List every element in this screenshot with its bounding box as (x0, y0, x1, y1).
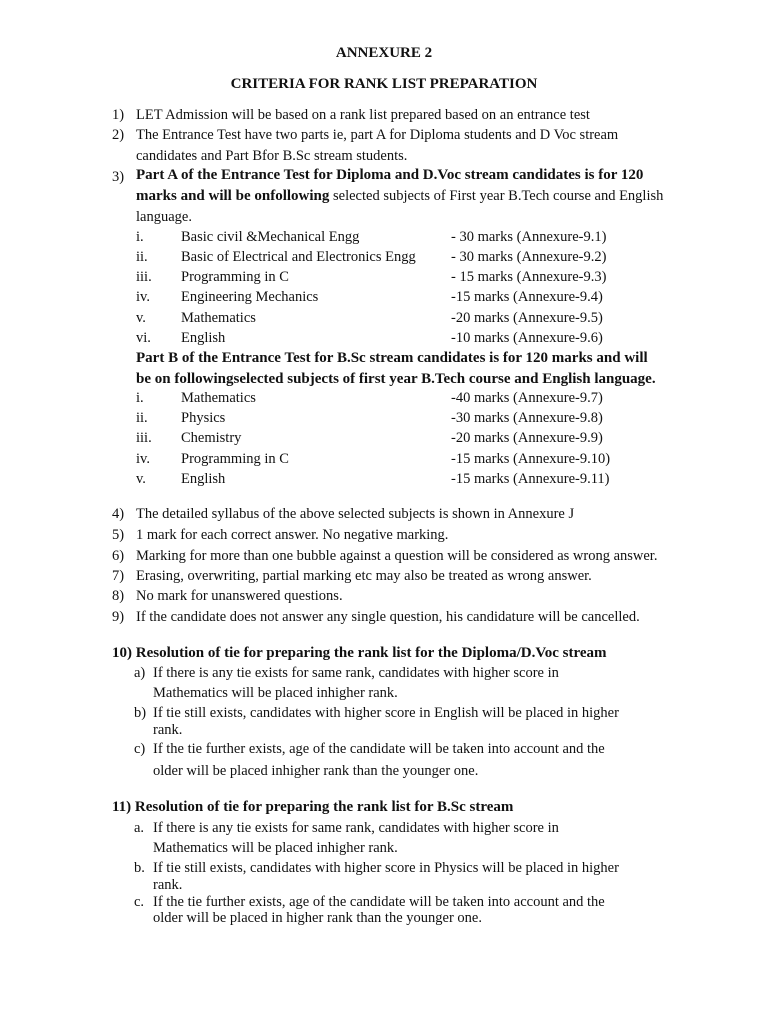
tie-bsc-heading: 11) Resolution of tie for preparing the rank list for B.Sc stream (112, 799, 514, 815)
part-b-line-2: be on followingselected subjects of first year B.Tech course and English language. (136, 371, 656, 387)
subject-numeral: vi. (136, 330, 151, 346)
point-4-number: 4) (112, 506, 125, 522)
subject-marks: - 30 marks (Annexure-9.1) (451, 229, 607, 245)
subject-name: English (181, 330, 226, 346)
subject-name: Basic of Electrical and Electronics Engg (181, 249, 416, 265)
tie-diploma-c-line-2: older will be placed inhigher rank than the younger one. (153, 763, 479, 779)
subject-numeral: v. (136, 471, 146, 487)
annexure-heading: ANNEXURE 2 (335, 45, 433, 61)
tie-diploma-a-marker: a) (134, 665, 146, 681)
point-5-text: 1 mark for each correct answer. No negative marking. (136, 527, 449, 543)
subject-name: Basic civil &Mechanical Engg (181, 229, 360, 245)
subject-marks: -20 marks (Annexure-9.5) (451, 310, 603, 326)
tie-diploma-a-line-2: Mathematics will be placed inhigher rank. (153, 685, 398, 701)
tie-bsc-c-line-2: older will be placed in higher rank than the younger one. (153, 910, 482, 926)
point-8-number: 8) (112, 588, 125, 604)
subject-numeral: ii. (136, 410, 148, 426)
tie-diploma-b-marker: b) (134, 705, 147, 721)
subject-marks: -40 marks (Annexure-9.7) (451, 390, 603, 406)
tie-diploma-heading: 10) Resolution of tie for preparing the rank list for the Diploma/D.Voc stream (112, 645, 607, 661)
part-a-subject-row (0, 309, 768, 329)
point-1-number: 1) (112, 107, 125, 123)
point-9-number: 9) (112, 609, 125, 625)
point-3-number: 3) (112, 169, 125, 185)
part-a-subject-row (0, 288, 768, 308)
subject-numeral: iii. (136, 269, 152, 285)
subject-name: Mathematics (181, 310, 256, 326)
tie-bsc-b-marker: b. (134, 860, 145, 876)
point-2-line-2: candidates and Part Bfor B.Sc stream students. (136, 148, 408, 164)
document-title: CRITERIA FOR RANK LIST PREPARATION (230, 76, 538, 92)
part-a-subject-row (0, 268, 768, 288)
subject-numeral: iv. (136, 289, 150, 305)
tie-diploma-a-line-1: If there is any tie exists for same rank, candidates with higher score in (153, 665, 559, 681)
point-4-text: The detailed syllabus of the above selected subjects is shown in Annexure J (136, 506, 575, 522)
point-3-line-3: language. (136, 209, 192, 225)
part-b-subject-row (0, 470, 768, 490)
point-7-text: Erasing, overwriting, partial marking etc may also be treated as wrong answer. (136, 568, 592, 584)
subject-marks: -15 marks (Annexure-9.4) (451, 289, 603, 305)
point-5-number: 5) (112, 527, 125, 543)
subject-marks: -10 marks (Annexure-9.6) (451, 330, 603, 346)
tie-bsc-b-line-1: If tie still exists, candidates with higher score in Physics will be placed in higher (153, 860, 619, 876)
point-3-line-1: Part A of the Entrance Test for Diploma and D.Voc stream candidates is for 120 (136, 167, 644, 183)
subject-marks: - 15 marks (Annexure-9.3) (451, 269, 607, 285)
tie-diploma-c-marker: c) (134, 741, 146, 757)
point-3-line-2-rest: selected subjects of First year B.Tech course and English (329, 188, 664, 204)
tie-diploma-c-line-1: If the tie further exists, age of the candidate will be taken into account and the (153, 741, 605, 757)
part-b-subject-row (0, 429, 768, 449)
point-2-line-1: The Entrance Test have two parts ie, part A for Diploma students and D Voc stream (136, 127, 619, 143)
point-1-text: LET Admission will be based on a rank list prepared based on an entrance test (136, 107, 590, 123)
subject-name: Mathematics (181, 390, 256, 406)
subject-numeral: i. (136, 390, 144, 406)
subject-marks: -30 marks (Annexure-9.8) (451, 410, 603, 426)
subject-name: Chemistry (181, 430, 242, 446)
subject-name: Programming in C (181, 451, 289, 467)
point-9-text: If the candidate does not answer any single question, his candidature will be cancelled. (136, 609, 640, 625)
tie-diploma-b-line-1: If tie still exists, candidates with higher score in English will be placed in higher (153, 705, 619, 721)
part-b-subject-row (0, 450, 768, 470)
subject-marks: -15 marks (Annexure-9.10) (451, 451, 611, 467)
tie-diploma-b-line-2: rank. (153, 722, 183, 738)
part-a-subject-row (0, 329, 768, 349)
tie-bsc-a-line-2: Mathematics will be placed inhigher rank. (153, 840, 398, 856)
subject-numeral: iii. (136, 430, 152, 446)
subject-name: Physics (181, 410, 226, 426)
tie-bsc-c-line-1: If the tie further exists, age of the candidate will be taken into account and the (153, 894, 605, 910)
point-6-text: Marking for more than one bubble against a question will be considered as wrong answer. (136, 548, 658, 564)
subject-numeral: ii. (136, 249, 148, 265)
part-b-subject-row (0, 389, 768, 409)
point-8-text: No mark for unanswered questions. (136, 588, 343, 604)
point-3-line-2-bold: marks and will be onfollowing (136, 188, 330, 204)
point-2-number: 2) (112, 127, 125, 143)
tie-bsc-a-line-1: If there is any tie exists for same rank, candidates with higher score in (153, 820, 559, 836)
part-b-line-1: Part B of the Entrance Test for B.Sc stream candidates is for 120 marks and will (136, 350, 648, 366)
point-3-line-2 (136, 187, 663, 205)
tie-bsc-b-line-2: rank. (153, 877, 183, 893)
subject-marks: -20 marks (Annexure-9.9) (451, 430, 603, 446)
subject-name: Programming in C (181, 269, 289, 285)
subject-name: English (181, 471, 226, 487)
subject-marks: -15 marks (Annexure-9.11) (451, 471, 610, 487)
point-7-number: 7) (112, 568, 125, 584)
part-a-subject-row (0, 228, 768, 248)
subject-numeral: iv. (136, 451, 150, 467)
part-a-subject-row (0, 248, 768, 268)
subject-name: Engineering Mechanics (181, 289, 319, 305)
subject-numeral: i. (136, 229, 144, 245)
part-b-subject-row (0, 409, 768, 429)
point-6-number: 6) (112, 548, 125, 564)
tie-bsc-a-marker: a. (134, 820, 145, 836)
tie-bsc-c-marker: c. (134, 894, 145, 910)
subject-marks: - 30 marks (Annexure-9.2) (451, 249, 607, 265)
subject-numeral: v. (136, 310, 146, 326)
